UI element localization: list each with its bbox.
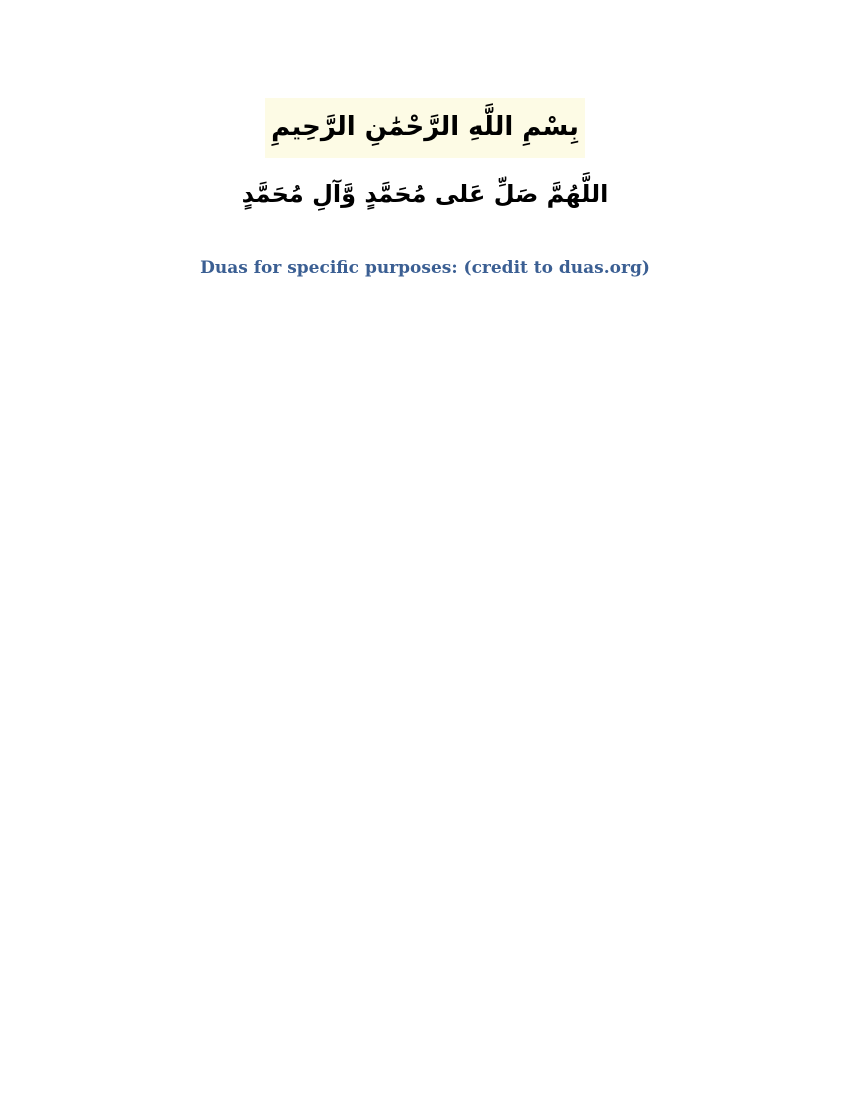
salawat-text: اللَّهُمَّ صَلِّ عَلى مُحَمَّدٍ وَّآلِ مُحَمَّدٍ xyxy=(241,180,609,208)
bismillah-text: بِسْمِ اللَّهِ الرَّحْمَٰنِ الرَّحِيمِ xyxy=(265,98,585,158)
page-heading: Duas for specific purposes: (credit to duas.org) xyxy=(200,258,650,278)
bismillah-block xyxy=(0,98,850,158)
